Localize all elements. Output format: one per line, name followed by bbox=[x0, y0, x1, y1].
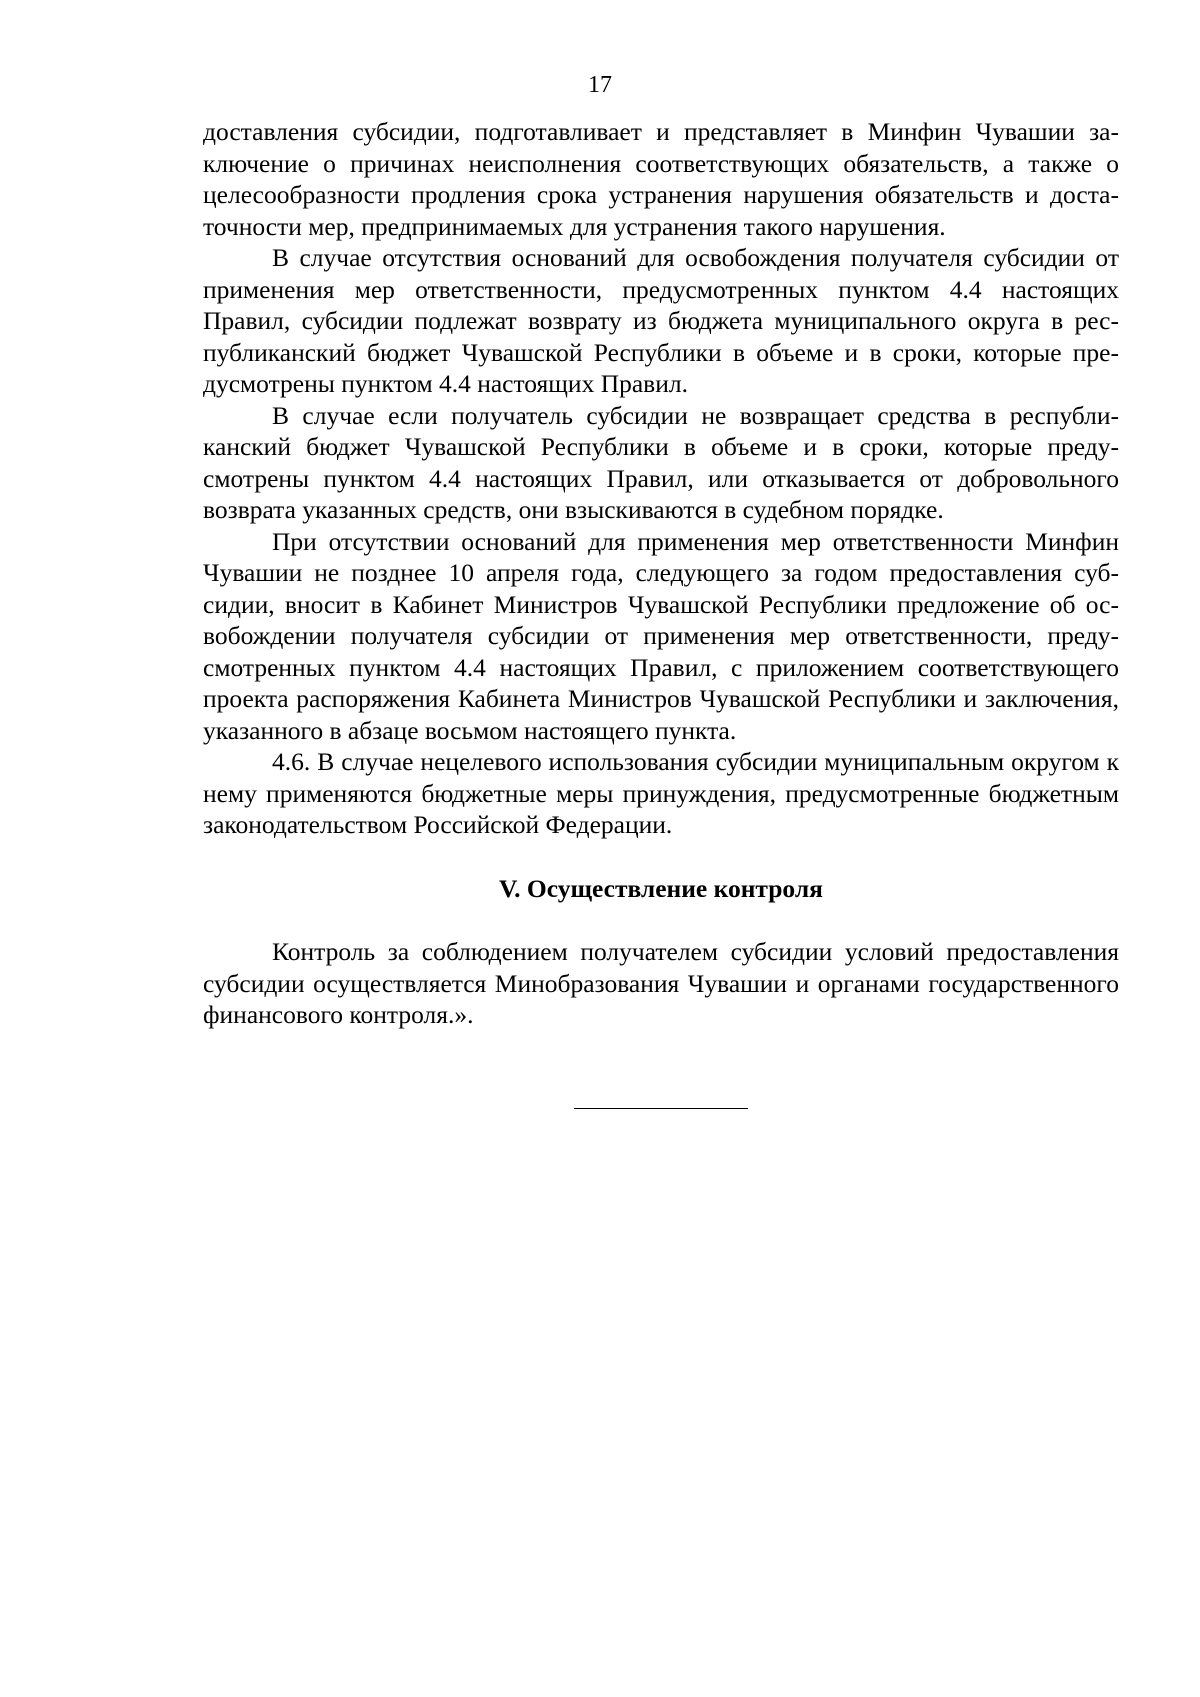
paragraph-misuse-measures: 4.6. В случае нецелевого использования субсидии муниципальным округом к нему применяются бюджетные меры принуждения, предусмотренные бюджетным законодательством Российской Федерации. bbox=[203, 747, 1119, 839]
paragraph-refund-obligation: В случае отсутствия оснований для освобождения получателя субсидии от применения мер ответственности, предусмотренных пунктом 4.4 настоящих Правил, субсидии подлежат возврату из бюджета муниципального округа в республиканский бюджет Чувашской Республики в объеме и в сроки, которые предусмотрены пунктом 4.4 настоящих Правил. bbox=[203, 243, 1119, 398]
paragraph-continuation: доставления субсидии, подготавливает и представляет в Минфин Чувашии заключение о причинах неисполнения соответствующих обязательств, а также о целесообразности продления срока устранения нарушения обязательств и достаточности мер, предпринимаемых для устранения такого нарушения. bbox=[203, 117, 1119, 241]
page-number: 17 bbox=[588, 72, 612, 98]
document-body bbox=[203, 116, 1119, 1031]
paragraph-control: Контроль за соблюдением получателем субсидии условий предоставления субсидии осуществляется Минобразования Чувашии и органами государственного финансового контроля.». bbox=[203, 937, 1119, 1029]
section-heading-control: V. Осуществление контроля bbox=[499, 873, 823, 903]
paragraph-court-recovery: В случае если получатель субсидии не возвращает средства в республиканский бюджет Чувашской Республики в объеме и в сроки, которые предусмотрены пунктом 4.4 настоящих Правил, или отказывается от добровольного возврата указанных средств, они взыскиваются в судебном порядке. bbox=[203, 400, 1119, 524]
end-divider-line bbox=[574, 1108, 748, 1109]
paragraph-exemption-proposal: При отсутствии оснований для применения мер ответственности Минфин Чувашии не позднее 10 апреля года, следующего за годом предоставления субсидии, вносит в Кабинет Министров Чувашской Республики предложение об освобождении получателя субсидии от применения мер ответственности, предусмотренных пунктом 4.4 настоящих Правил, с приложением соответствующего проекта распоряжения Кабинета Министров Чувашской Республики и заключения, указанного в абзаце восьмом настоящего пункта. bbox=[203, 526, 1119, 745]
